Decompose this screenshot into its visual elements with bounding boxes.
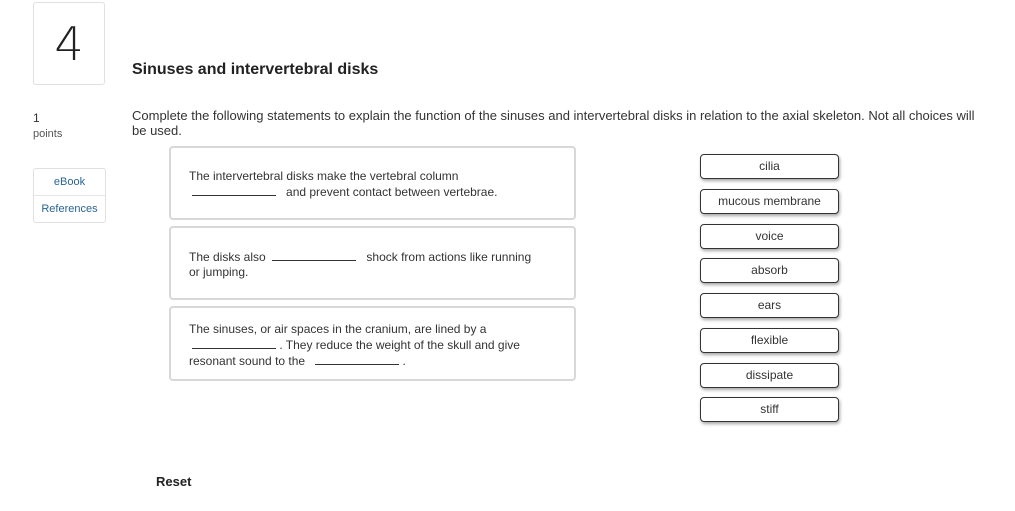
choice-chip[interactable]: voice bbox=[700, 224, 839, 249]
points-value: 1 bbox=[33, 111, 40, 125]
statement-2-line-2: or jumping. bbox=[189, 265, 249, 279]
reset-button[interactable]: Reset bbox=[156, 474, 192, 489]
statement-3-text: . bbox=[402, 354, 406, 368]
drop-blank[interactable] bbox=[192, 337, 276, 349]
choice-chip[interactable]: cilia bbox=[700, 154, 839, 179]
resources-panel bbox=[33, 168, 106, 223]
statement-1-text: and prevent contact between vertebrae. bbox=[286, 185, 498, 199]
points-label: points bbox=[33, 128, 63, 140]
statement-3-text: resonant sound to the bbox=[189, 354, 306, 368]
statement-box-2 bbox=[169, 226, 576, 300]
statement-1-line-2 bbox=[189, 184, 556, 200]
statement-box-1 bbox=[169, 146, 576, 220]
drop-blank[interactable] bbox=[192, 184, 276, 196]
drop-blank[interactable] bbox=[272, 249, 356, 261]
statement-3-line-3 bbox=[189, 353, 556, 369]
question-number: 4 bbox=[54, 16, 84, 71]
drop-blank[interactable] bbox=[315, 353, 399, 365]
choice-chip[interactable]: dissipate bbox=[700, 363, 839, 388]
choice-chip[interactable]: flexible bbox=[700, 328, 839, 353]
statement-3-text: . They reduce the weight of the skull and give bbox=[279, 338, 520, 352]
question-instructions: Complete the following statements to explain the function of the sinuses and intervertebral disks in relation to the axial skeleton. Not all choices will be used. bbox=[132, 108, 975, 138]
references-link[interactable]: References bbox=[34, 195, 105, 222]
choice-chip[interactable]: stiff bbox=[700, 397, 839, 422]
question-title: Sinuses and intervertebral disks bbox=[132, 61, 379, 78]
statement-3-line-2 bbox=[189, 337, 556, 353]
question-number-box bbox=[33, 2, 105, 85]
statement-2-text: The disks also bbox=[189, 250, 266, 264]
statement-box-3 bbox=[169, 306, 576, 381]
choice-chip[interactable]: mucous membrane bbox=[700, 189, 839, 214]
statement-1-line-1: The intervertebral disks make the vertebral column bbox=[189, 169, 459, 183]
statement-2-text: shock from actions like running bbox=[366, 250, 532, 264]
statement-2-line-1 bbox=[189, 249, 556, 265]
statement-3-line-1: The sinuses, or air spaces in the cranium, are lined by a bbox=[189, 322, 487, 336]
ebook-link[interactable]: eBook bbox=[53, 176, 86, 188]
choice-chip[interactable]: absorb bbox=[700, 258, 839, 283]
choice-chip[interactable]: ears bbox=[700, 293, 839, 318]
